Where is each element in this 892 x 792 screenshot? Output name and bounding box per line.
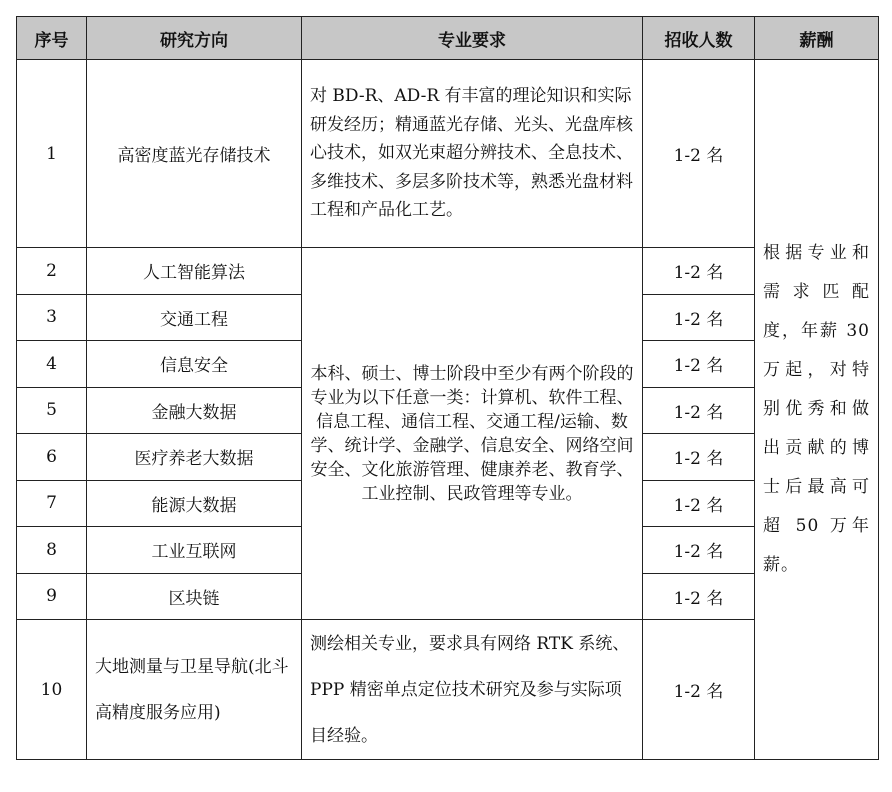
row-num: 10 <box>17 620 87 760</box>
table-row <box>17 620 879 760</box>
row-count: 1-2 名 <box>643 480 755 527</box>
row-num: 3 <box>17 294 87 341</box>
table-row <box>17 248 879 295</box>
row-direction: 人工智能算法 <box>87 248 302 295</box>
row-direction: 高密度蓝光存储技术 <box>87 60 302 248</box>
row-count: 1-2 名 <box>643 294 755 341</box>
row-count: 1-2 名 <box>643 60 755 248</box>
header-direction: 研究方向 <box>87 17 302 60</box>
row-num: 2 <box>17 248 87 295</box>
recruitment-table <box>16 16 879 760</box>
row-count: 1-2 名 <box>643 620 755 760</box>
row-count: 1-2 名 <box>643 341 755 388</box>
row-count: 1-2 名 <box>643 434 755 481</box>
row-direction: 交通工程 <box>87 294 302 341</box>
row-direction: 能源大数据 <box>87 480 302 527</box>
header-requirement: 专业要求 <box>302 17 643 60</box>
header-num: 序号 <box>17 17 87 60</box>
row-direction: 信息安全 <box>87 341 302 388</box>
row-requirement: 测绘相关专业，要求具有网络 RTK 系统、PPP 精密单点定位技术研究及参与实际项目经验。 <box>302 620 643 760</box>
salary-cell: 根据专业和需求匹配度，年薪 30 万起，对特别优秀和做出贡献的博士后最高可超 50 万年薪。 <box>755 60 879 760</box>
row-num: 9 <box>17 573 87 620</box>
row-direction: 大地测量与卫星导航(北斗高精度服务应用) <box>87 620 302 760</box>
row-count: 1-2 名 <box>643 248 755 295</box>
row-num: 7 <box>17 480 87 527</box>
header-count: 招收人数 <box>643 17 755 60</box>
row-count: 1-2 名 <box>643 527 755 574</box>
row-direction: 区块链 <box>87 573 302 620</box>
row-direction: 金融大数据 <box>87 387 302 434</box>
shared-requirement-cell: 本科、硕士、博士阶段中至少有两个阶段的专业为以下任意一类：计算机、软件工程、信息工程、通信工程、交通工程/运输、数学、统计学、金融学、信息安全、网络空间安全、文化旅游管理、健康养老、教育学、工业控制、民政管理等专业。 <box>302 248 643 620</box>
row-requirement: 对 BD-R、AD-R 有丰富的理论知识和实际研发经历；精通蓝光存储、光头、光盘库核心技术，如双光束超分辨技术、全息技术、多维技术、多层多阶技术等，熟悉光盘材料工程和产品化工艺。 <box>302 60 643 248</box>
row-num: 4 <box>17 341 87 388</box>
row-num: 6 <box>17 434 87 481</box>
row-num: 5 <box>17 387 87 434</box>
row-num: 8 <box>17 527 87 574</box>
row-count: 1-2 名 <box>643 573 755 620</box>
row-count: 1-2 名 <box>643 387 755 434</box>
table-row <box>17 60 879 248</box>
header-salary: 薪酬 <box>755 17 879 60</box>
row-num: 1 <box>17 60 87 248</box>
table-header-row <box>17 17 879 60</box>
row-direction: 工业互联网 <box>87 527 302 574</box>
row-direction: 医疗养老大数据 <box>87 434 302 481</box>
